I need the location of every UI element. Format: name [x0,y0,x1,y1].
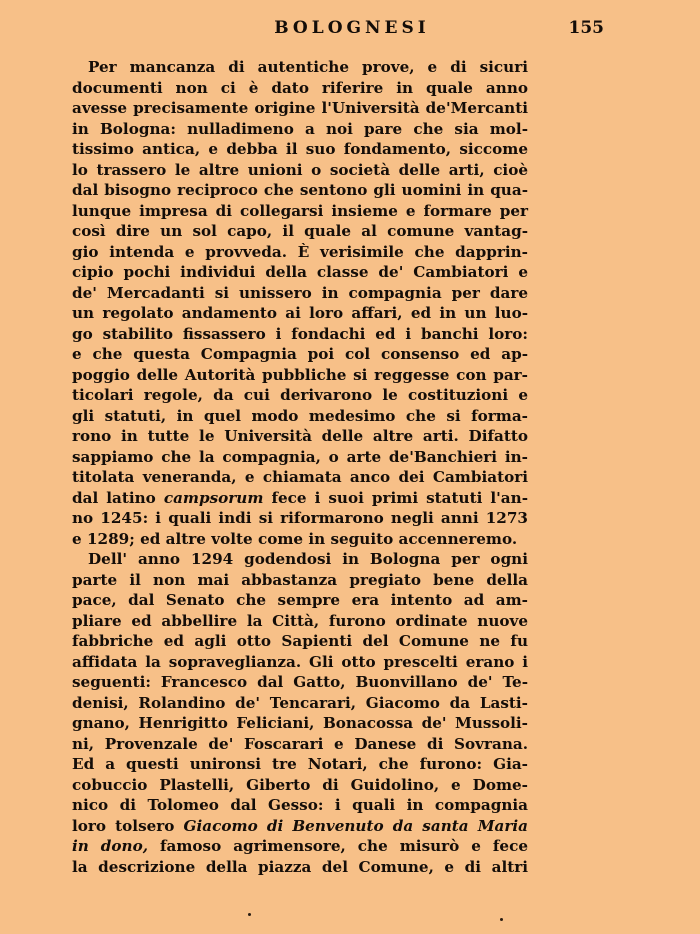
page-header [72,18,632,46]
text-line: gnano, Henrigitto Feliciani, Bonacossa de' Mussoli- [72,714,528,732]
text-line [72,488,528,509]
text-line: ni, Provenzale de' Foscarari e Danese di Sovrana. [72,734,528,753]
text-line: seguenti: Francesco dal Gatto, Buonvillano de' Te- [72,673,528,691]
text-line: Per mancanza di autentiche prove, e di sicuri [88,58,528,76]
text-line [72,836,528,857]
text-line: Dell' anno 1294 godendosi in Bologna per ogni [88,550,528,568]
text-line: affidata la sopraveglianza. Gli otto prescelti erano i [72,652,528,671]
text-line: no 1245: i quali indi si riformarono negli anni 1273 [72,509,528,527]
text-line: dal bisogno reciproco che sentono gli uomini in qua- [72,181,528,199]
italic-text: in dono, [72,837,148,855]
text-line: gio intenda e provveda. È verisimile che dapprin- [72,242,528,261]
text-line: in Bologna: nulladimeno a noi pare che sia mol- [72,119,528,138]
text-line: e 1289; ed altre volte come in seguito accenneremo. [72,529,518,548]
paragraph [72,57,528,549]
text-line: ticolari regole, da cui derivarono le costituzioni e [72,386,528,404]
text-line: sappiamo che la compagnia, o arte de'Banchieri in- [72,447,528,466]
text-line: cobuccio Plastelli, Giberto di Guidolino, e Dome- [72,775,528,794]
text-line: la descrizione della piazza del Comune, e di altri [72,857,528,876]
italic-text: campsorum [163,488,264,507]
text-line: tissimo antica, e debba il suo fondamento, siccome [72,140,528,158]
running-title: BOLOGNESI [274,18,430,38]
italic-text: Giacomo di Benvenuto da santa Maria [183,816,528,835]
text-line: cipio pochi individui della classe de' Cambiatori e [72,263,528,281]
text-line: pace, dal Senato che sempre era intento ad am- [72,591,528,609]
text-line: rono in tutte le Università delle altre arti. Difatto [72,427,528,445]
ink-speck [248,913,251,916]
text-line: avesse precisamente origine l'Università de'Mercanti [72,99,528,117]
page-number: 155 [568,18,604,38]
line-text: famoso agrimensore, che misurò e fece [148,837,529,855]
text-line [72,816,528,837]
line-text: loro tolsero [72,816,184,835]
paragraph [72,549,528,877]
line-text: fece i suoi primi statuti l'an- [263,488,528,507]
text-line: documenti non ci è dato riferire in quale anno [72,78,528,97]
text-line: parte il non mai abbastanza pregiato bene della [72,570,528,589]
ink-speck [500,918,503,921]
text-line: titolata veneranda, e chiamata anco dei Cambiatori [72,468,528,486]
text-line: e che questa Compagnia poi col consenso ed ap- [72,345,528,363]
text-line: lunque impresa di collegarsi insieme e formare per [72,201,528,220]
text-line: Ed a questi unironsi tre Notari, che furono: Gia- [72,755,528,773]
text-line: pliare ed abbellire la Città, furono ordinate nuove [72,611,528,630]
text-line: go stabilito fissassero i fondachi ed i banchi loro: [72,324,528,343]
text-line: lo trassero le altre unioni o società delle arti, cioè [72,160,528,179]
body-text [72,57,528,877]
text-line: così dire un sol capo, il quale al comune vantag- [72,222,528,240]
text-line: fabbriche ed agli otto Sapienti del Comune ne fu [72,632,528,650]
text-line: gli statuti, in quel modo medesimo che si forma- [72,406,528,425]
text-line: denisi, Rolandino de' Tencarari, Giacomo da Lasti- [72,693,528,712]
line-text: dal latino [72,488,164,507]
text-line: de' Mercadanti si unissero in compagnia per dare [72,283,528,302]
text-line: nico di Tolomeo dal Gesso: i quali in compagnia [72,796,528,814]
text-line: poggio delle Autorità pubbliche si reggesse con par- [72,365,528,384]
text-line: un regolato andamento ai loro affari, ed in un luo- [72,304,528,322]
